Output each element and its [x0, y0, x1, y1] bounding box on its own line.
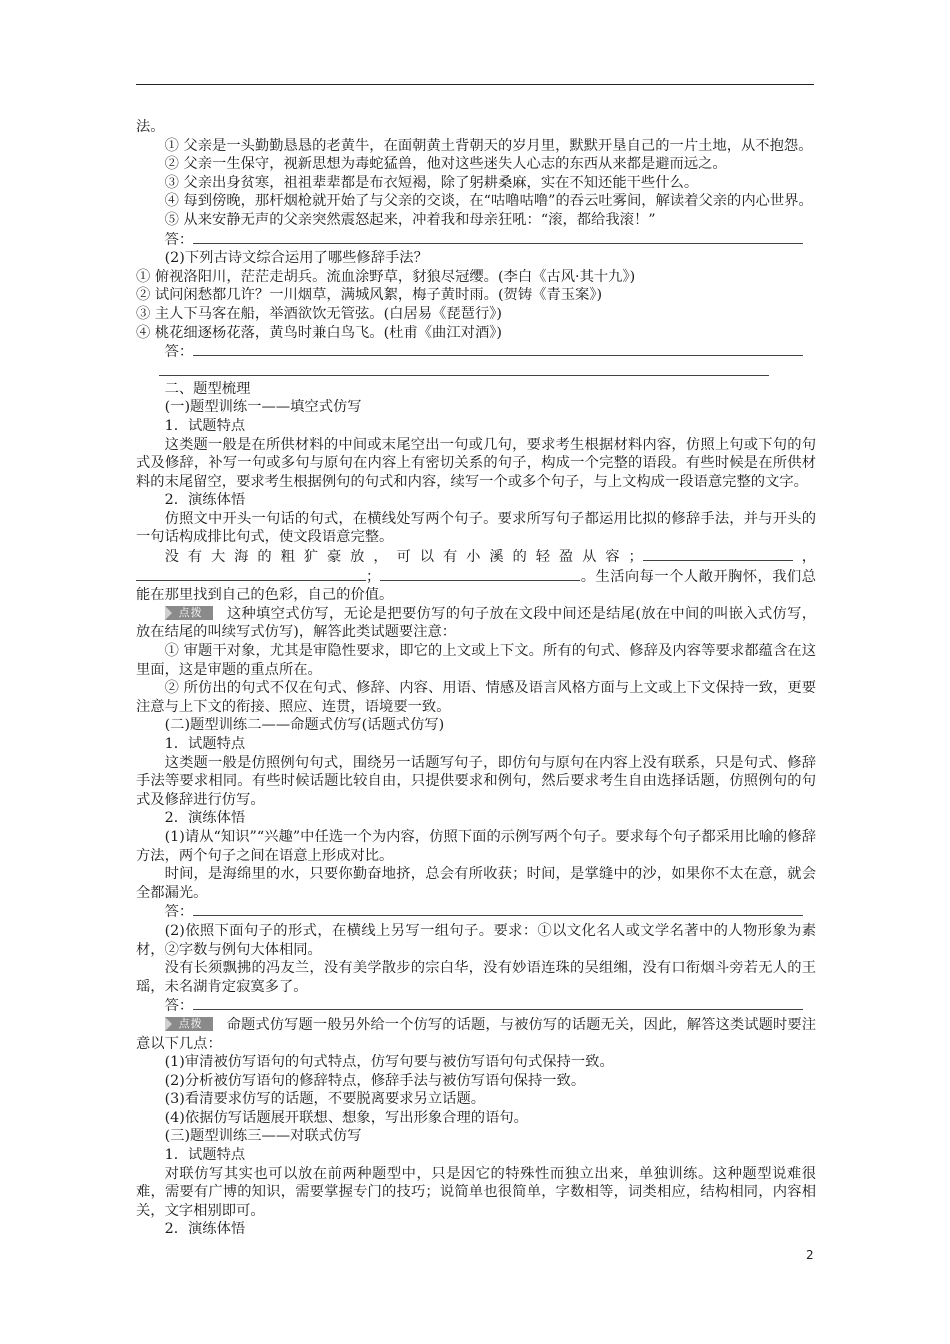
tip-point: (4)依据仿写话题展开联想、想象，写出形象合理的语句。	[164, 1109, 528, 1126]
answer-row-2	[136, 342, 816, 362]
question: (2)依照下面句子的形式，在横线上另写一组句子。要求：①以文化名人或文学名著中的人物形象为素材，②字数与例句大体相同。	[136, 922, 816, 958]
fill-blank-1[interactable]	[643, 547, 793, 561]
answer-row-2b	[136, 362, 816, 380]
option-5: ⑤ 从来安静无声的父亲突然震怒起来，冲着我和母亲狂吼：“滚，都给我滚！”	[164, 211, 656, 228]
answer-row-4	[136, 996, 816, 1016]
option-1: ① 父亲是一头勤勤恳恳的老黄牛，在面朝黄土背朝天的岁月里，默默开垦自己的一片土地，从不抱怨。	[164, 137, 813, 154]
answer-label: 答：	[164, 998, 194, 1015]
subsection-heading: (二)题型训练二——命题式仿写(话题式仿写)	[164, 717, 445, 734]
tip-text: 命题式仿写题一般另外给一个仿写的话题，与被仿写的话题无关，因此，解答这类试题时要注意以下几点：	[136, 1016, 816, 1052]
paragraph: 这类题一般是仿照例句句式，围绕另一话题写句子，即仿句与原句在内容上没有联系，只是句式、修辞手法等要求相同。有些时候话题比较自由，只提供要求和例句，然后要求考生自由选择话题，仿照例句的句式及修辞进行仿写。	[136, 754, 816, 808]
item-heading: 2．演练体悟	[164, 1221, 246, 1238]
page-number: 2	[806, 1248, 814, 1262]
option-3: ③ 父亲出身贫寒，祖祖辈辈都是布衣短褐，除了躬耕桑麻，实在不知还能干些什么。	[164, 174, 699, 191]
poem-3: ③ 主人下马客在船，举酒欲饮无管弦。(白居易《琵琶行》)	[136, 305, 502, 322]
text-line: 法。	[136, 119, 165, 135]
answer-line[interactable]	[193, 996, 803, 1010]
question: (1)请从“知识”“兴趣”中任选一个为内容，仿照下面的示例写两个句子。要求每个句子都采用比喻的修辞方法，两个句子之间在语意上形成对比。	[136, 828, 816, 864]
fill-blank-text: 。生活向每一个人敞开胸怀，我们总能在那里找到自己的色彩，自己的价值。	[136, 568, 816, 604]
answer-row-3	[136, 902, 816, 922]
fill-blank-punct: ，	[792, 549, 817, 566]
tip-badge-icon: 点拨	[165, 1017, 213, 1031]
fill-blank-punct: ；	[366, 568, 381, 585]
answer-line[interactable]	[193, 902, 803, 916]
answer-label: 答：	[164, 231, 194, 248]
example: 没有长须飘拂的冯友兰，没有美学散步的宗白华，没有妙语连珠的吴组缃，没有口衔烟斗旁若无人的王瑶，未名湖肯定寂寞多了。	[136, 960, 816, 995]
paragraph: 这类题一般是在所供材料的中间或末尾空出一句或几句，要求考生根据材料内容，仿照上句或下句的句式及修辞，补写一句或多句与原句在内容上有密切关系的句子，构成一个完整的语段。有些时候是在所供材料的末尾留空，要求考生根据例句的句式和内容，续写一个或多个句子，与上文构成一段语意完整的文字。	[136, 436, 816, 490]
option-4: ④ 每到傍晚，那杆烟枪就开始了与父亲的交谈，在“咕噜咕噜”的吞云吐雾间，解读着父亲的内心世界。	[164, 193, 813, 210]
tip-paragraph	[136, 1016, 816, 1053]
header-rule	[136, 84, 814, 85]
answer-line[interactable]	[193, 342, 803, 356]
tip-point: (1)审清被仿写语句的句式特点，仿写句要与被仿写语句句式保持一致。	[164, 1054, 614, 1071]
tip-point: (3)看清要求仿写的话题，不要脱离要求另立话题。	[164, 1091, 486, 1108]
example: 时间，是海绵里的水，只要你勤奋地挤，总会有所收获；时间，是掌缝中的沙，如果你不太在意，就会全都漏光。	[136, 866, 816, 901]
poem-1: ① 俯视洛阳川，茫茫走胡兵。流血涂野草，豺狼尽冠缨。(李白《古风·其十九》)	[136, 268, 636, 285]
paragraph: 仿照文中开头一句话的句式，在横线处写两个句子。要求所写句子都运用比拟的修辞手法，并与开头的一句话构成排比句式，使文段语意完整。	[136, 510, 816, 546]
tip-point: ② 所仿出的句式不仅在句式、修辞、内容、用语、情感及语言风格方面与上文或上下文保持一致，更要注意与上下文的衔接、照应、连贯，语境要一致。	[136, 680, 816, 715]
tip-point: ① 审题干对象，尤其是审隐性要求，即它的上文或上下文。所有的句式、修辞及内容等要求都蕴含在这里面，这是审题的重点所在。	[136, 643, 816, 678]
answer-label: 答：	[164, 344, 194, 361]
option-2: ② 父亲一生保守，视新思想为毒蛇猛兽，他对这些迷失人心志的东西从来都是避而远之。	[164, 156, 727, 173]
answer-row-1	[136, 230, 816, 250]
question-2: (2)下列古诗文综合运用了哪些修辞手法？	[164, 250, 428, 267]
paragraph: 对联仿写其实也可以放在前两种题型中，只是因它的特殊性而独立出来，单独训练。这种题型说难很难，需要有广博的知识，需要掌握专门的技巧；说简单也很简单，字数相等，词类相应，结构相同，内容相关，文字相别即可。	[136, 1165, 816, 1219]
tip-paragraph	[136, 605, 816, 642]
tip-point: (2)分析被仿写语句的修辞特点，修辞手法与被仿写语句保持一致。	[164, 1072, 586, 1089]
item-heading: 2．演练体悟	[164, 810, 246, 827]
fill-blank-paragraph	[136, 547, 816, 605]
answer-line[interactable]	[193, 230, 803, 244]
fill-blank-2[interactable]	[136, 567, 366, 581]
document-body	[136, 118, 816, 1239]
poem-2: ② 试问闲愁都几许？一川烟草，满城风絮，梅子黄时雨。(贺铸《青玉案》)	[136, 287, 603, 304]
tip-badge-icon: 点拨	[165, 606, 213, 620]
item-heading: 2．演练体悟	[164, 492, 246, 509]
item-heading: 1．试题特点	[164, 417, 246, 434]
tip-text: 这种填空式仿写，无论是把要仿写的句子放在文段中间还是结尾(放在中间的叫嵌入式仿写，放在结尾的叫续写式仿写)，解答此类试题要注意：	[136, 605, 816, 641]
item-heading: 1．试题特点	[164, 736, 246, 752]
fill-blank-3[interactable]	[380, 567, 580, 581]
answer-label: 答：	[164, 904, 194, 921]
poem-4: ④ 桃花细逐杨花落，黄鸟时兼白鸟飞。(杜甫《曲江对酒》)	[136, 324, 502, 341]
subsection-heading: (三)题型训练三——对联式仿写	[164, 1128, 362, 1145]
fill-blank-text: 没有大海的粗犷豪放，可以有小溪的轻盈从容；	[164, 549, 643, 566]
section-heading: 二、题型梳理	[164, 380, 251, 397]
subsection-heading: (一)题型训练一——填空式仿写	[164, 399, 362, 416]
item-heading: 1．试题特点	[164, 1147, 246, 1164]
answer-line[interactable]	[159, 362, 769, 376]
